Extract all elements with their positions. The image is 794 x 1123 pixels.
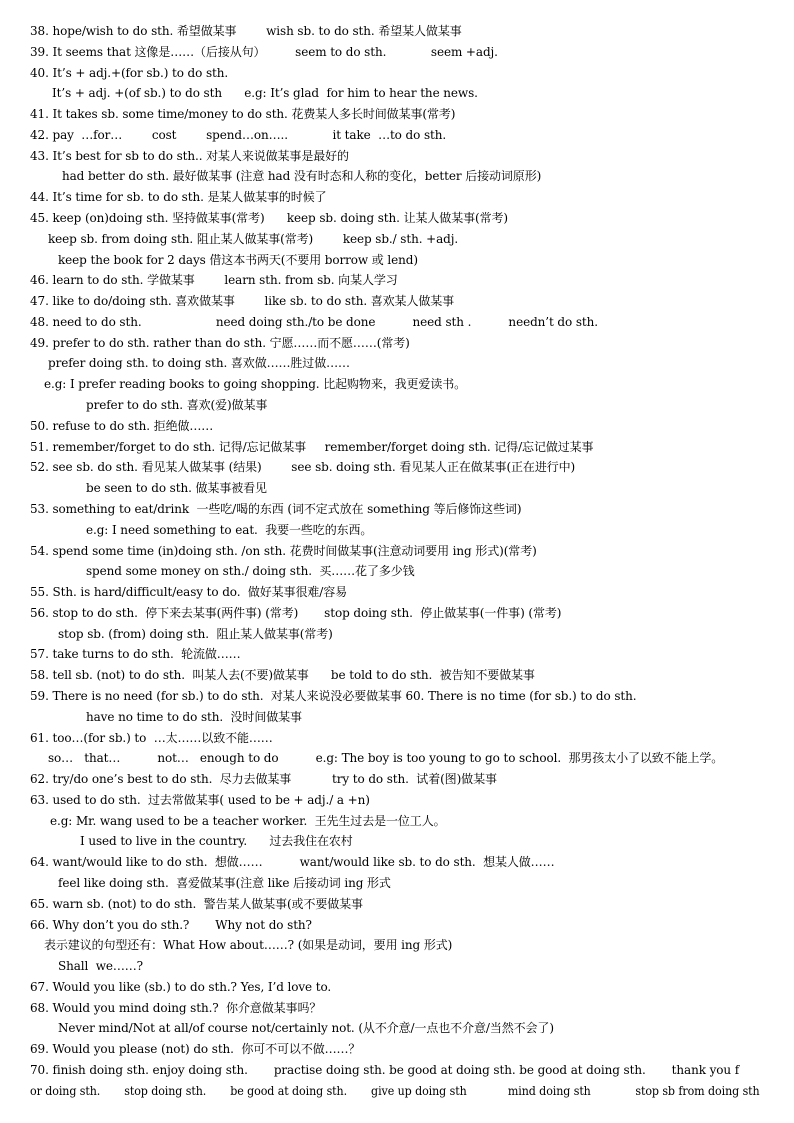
entry-49: 49. prefer to do sth. rather than do sth. 宁愿……而不愿……(常考): [30, 336, 410, 350]
entry-45-cont-1: keep sb. from doing sth. 阻止某人做某事(常考) keep sb./ sth. +adj.: [48, 232, 459, 246]
entry-44: 44. It’s time for sb. to do sth. 是某人做某事的时候了: [30, 190, 327, 204]
entry-62: 62. try/do one’s best to do sth. 尽力去做某事 try to do sth. 试着(图)做某事: [30, 772, 497, 786]
entry-63-example-2: I used to live in the country. 过去我住在农村: [80, 834, 353, 848]
entry-45-cont-2: keep the book for 2 days 借这本书两天(不要用 borrow 或 lend): [58, 253, 418, 267]
entry-49-example: e.g: I prefer reading books to going shopping. 比起购物来，我更爱读书。: [44, 377, 467, 391]
entry-68-cont: Never mind/Not at all/of course not/certainly not. (从不介意/一点也不介意/当然不会了): [58, 1021, 554, 1035]
entry-63: 63. used to do sth. 过去常做某事( used to be + adj./ a +n): [30, 793, 370, 807]
entry-57: 57. take turns to do sth. 轮流做……: [30, 647, 241, 661]
entry-52-cont: be seen to do sth. 做某事被看见: [86, 481, 267, 495]
entry-60-cont: have no time to do sth. 没时间做某事: [86, 710, 302, 724]
entry-55: 55. Sth. is hard/difficult/easy to do. 做好某事很难/容易: [30, 585, 347, 599]
entry-65: 65. warn sb. (not) to do sth. 警告某人做某事(或不要做某事: [30, 897, 363, 911]
entry-53-example: e.g: I need something to eat. 我要一些吃的东西。: [86, 523, 373, 537]
entry-66-cont-1: 表示建议的句型还有：What How about……? (如果是动词，要用 ing 形式): [44, 938, 453, 952]
entry-66: 66. Why don’t you do sth.? Why not do sth?: [30, 918, 312, 932]
entry-53: 53. something to eat/drink 一些吃/喝的东西 (词不定式放在 something 等后修饰这些词): [30, 502, 522, 516]
entry-46: 46. learn to do sth. 学做某事 learn sth. from sb. 向某人学习: [30, 273, 398, 287]
entry-49-cont-2: prefer to do sth. 喜欢(爱)做某事: [86, 398, 268, 412]
entry-70-cont: or doing sth. stop doing sth. be good at doing sth. give up doing sth mind doing sth stop sb from doing sth: [30, 1084, 760, 1098]
entry-64: 64. want/would like to do sth. 想做…… want/would like sb. to do sth. 想某人做……: [30, 855, 555, 869]
entry-58: 58. tell sb. (not) to do sth. 叫某人去(不要)做某事 be told to do sth. 被告知不要做某事: [30, 668, 535, 682]
entry-48: 48. need to do sth. need doing sth./to be done need sth . needn’t do sth.: [30, 315, 598, 329]
entry-41: 41. It takes sb. some time/money to do sth. 花费某人多长时间做某事(常考): [30, 107, 456, 121]
entry-39: 39. It seems that 这像是……（后接从句） seem to do sth. seem +adj.: [30, 45, 498, 59]
entry-56: 56. stop to do sth. 停下来去某事(两件事) (常考) stop doing sth. 停止做某事(一件事) (常考): [30, 606, 562, 620]
entry-49-cont-1: prefer doing sth. to doing sth. 喜欢做……胜过做……: [48, 356, 350, 370]
entry-43-cont: had better do sth. 最好做某事 (注意 had 没有时态和人称的变化，better 后接动词原形): [62, 169, 542, 183]
entry-69: 69. Would you please (not) do sth. 你可不可以不做……？: [30, 1042, 361, 1056]
entry-66-cont-2: Shall we……?: [58, 959, 144, 973]
entry-40-cont: It’s + adj. +(of sb.) to do sth e.g: It’s glad for him to hear the news.: [52, 86, 478, 100]
entry-64-cont: feel like doing sth. 喜爱做某事(注意 like 后接动词 ing 形式: [58, 876, 391, 890]
entry-38: 38. hope/wish to do sth. 希望做某事 wish sb. to do sth. 希望某人做某事: [30, 24, 462, 38]
entry-68: 68. Would you mind doing sth.? 你介意做某事吗？: [30, 1001, 322, 1015]
entry-47: 47. like to do/doing sth. 喜欢做某事 like sb. to do sth. 喜欢某人做某事: [30, 294, 455, 308]
entry-52: 52. see sb. do sth. 看见某人做某事 (结果) see sb. doing sth. 看见某人正在做某事(正在进行中): [30, 460, 576, 474]
entry-54: 54. spend some time (in)doing sth. /on sth. 花费时间做某事(注意动词要用 ing 形式)(常考): [30, 544, 537, 558]
entry-43: 43. It’s best for sb to do sth.. 对某人来说做某事是最好的: [30, 149, 349, 163]
entry-40: 40. It’s + adj.+(for sb.) to do sth.: [30, 66, 229, 80]
entry-54-cont: spend some money on sth./ doing sth. 买……花了多少钱: [86, 564, 415, 578]
entry-63-example-1: e.g: Mr. wang used to be a teacher worker. 王先生过去是一位工人。: [50, 814, 446, 828]
entry-70: 70. finish doing sth. enjoy doing sth. practise doing sth. be good at doing sth. be good at doing sth. thank you f: [30, 1063, 740, 1077]
entry-59-60: 59. There is no need (for sb.) to do sth. 对某人来说没必要做某事 60. There is no time (for sb.) to do sth.: [30, 689, 637, 703]
entry-50: 50. refuse to do sth. 拒绝做……: [30, 419, 214, 433]
entry-61-cont: so… that… not… enough to do e.g: The boy is too young to go to school. 那男孩太小了以致不能上学。: [48, 751, 724, 765]
entry-67: 67. Would you like (sb.) to do sth.? Yes, I’d love to.: [30, 980, 332, 994]
entry-42: 42. pay …for… cost spend…on….. it take …to do sth.: [30, 128, 447, 142]
entry-56-cont: stop sb. (from) doing sth. 阻止某人做某事(常考): [58, 627, 333, 641]
entry-45: 45. keep (on)doing sth. 坚持做某事(常考) keep sb. doing sth. 让某人做某事(常考): [30, 211, 508, 225]
entry-51: 51. remember/forget to do sth. 记得/忘记做某事 remember/forget doing sth. 记得/忘记做过某事: [30, 440, 594, 454]
entry-61: 61. too…(for sb.) to …太……以致不能……: [30, 731, 273, 745]
